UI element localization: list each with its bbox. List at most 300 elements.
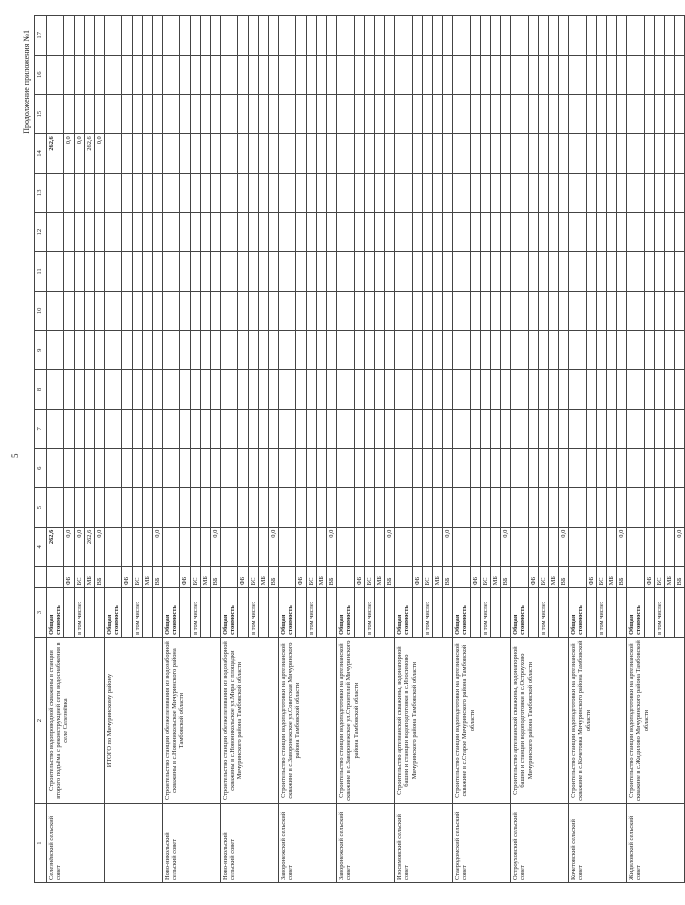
amount-cell <box>569 330 586 369</box>
amount-cell <box>395 409 412 448</box>
amount-cell <box>337 527 354 566</box>
amount-cell <box>501 134 511 173</box>
amount-cell <box>316 134 326 173</box>
budget-code: ФБ <box>412 567 422 588</box>
amount-cell <box>142 16 152 56</box>
amount-cell <box>453 291 470 330</box>
amount-cell <box>337 488 354 527</box>
amount-cell <box>528 370 538 409</box>
amount-cell <box>142 330 152 369</box>
amount-cell <box>559 173 569 212</box>
budget-code <box>395 567 412 588</box>
amount-cell <box>412 370 422 409</box>
amount-cell <box>279 488 296 527</box>
amount-cell <box>528 173 538 212</box>
amount-cell: 0,0 <box>74 134 84 173</box>
amount-cell <box>586 212 596 251</box>
amount-cell <box>364 212 374 251</box>
amount-cell <box>559 330 569 369</box>
funding-label: Общая стоимость <box>453 588 470 637</box>
amount-cell <box>586 173 596 212</box>
amount-cell <box>337 370 354 409</box>
amount-cell <box>258 94 268 133</box>
amount-cell <box>559 488 569 527</box>
amount-cell <box>627 370 644 409</box>
amount-cell <box>238 16 248 56</box>
amount-cell <box>142 449 152 488</box>
funding-label: в том числе: <box>306 588 316 637</box>
amount-cell <box>569 449 586 488</box>
amount-cell <box>142 488 152 527</box>
amount-cell <box>627 330 644 369</box>
amount-cell <box>152 370 162 409</box>
amount-cell <box>74 16 84 56</box>
amount-cell <box>296 55 306 94</box>
budget-code <box>453 567 470 588</box>
budget-code: БС <box>480 567 490 588</box>
amount-cell <box>105 94 122 133</box>
amount-cell <box>258 330 268 369</box>
amount-cell <box>326 16 336 56</box>
amount-cell <box>258 291 268 330</box>
amount-cell <box>490 252 500 291</box>
funding-label <box>617 588 627 637</box>
amount-cell <box>490 291 500 330</box>
amount-cell <box>586 527 596 566</box>
amount-cell <box>374 16 384 56</box>
funding-label <box>644 588 654 637</box>
amount-cell <box>548 212 558 251</box>
amount-cell <box>606 134 616 173</box>
amount-cell <box>94 173 104 212</box>
amount-cell <box>443 488 453 527</box>
budget-code: ВБ <box>94 567 104 588</box>
amount-cell <box>432 55 442 94</box>
amount-cell <box>354 488 364 527</box>
budget-code: ВБ <box>385 567 395 588</box>
funding-label: Общая стоимость <box>47 588 64 637</box>
amount-cell <box>180 252 190 291</box>
amount-cell <box>163 488 180 527</box>
amount-cell <box>675 449 685 488</box>
amount-cell <box>354 527 364 566</box>
amount-cell <box>675 173 685 212</box>
amount-cell <box>432 134 442 173</box>
settlement-name: Ново-никольский сельский совет <box>221 804 279 883</box>
amount-cell <box>326 55 336 94</box>
amount-cell <box>422 449 432 488</box>
amount-cell <box>248 488 258 527</box>
amount-cell <box>105 330 122 369</box>
amount-cell <box>511 173 528 212</box>
amount-cell <box>132 291 142 330</box>
amount-cell <box>432 330 442 369</box>
amount-cell <box>248 173 258 212</box>
budget-code <box>337 567 354 588</box>
amount-cell <box>163 449 180 488</box>
amount-cell: 0,0 <box>74 527 84 566</box>
amount-cell <box>432 212 442 251</box>
amount-cell <box>142 55 152 94</box>
column-number: 16 <box>35 55 47 94</box>
amount-cell <box>443 94 453 133</box>
amount-cell <box>296 527 306 566</box>
amount-cell <box>316 55 326 94</box>
amount-cell <box>268 370 278 409</box>
amount-cell <box>94 370 104 409</box>
amount-cell <box>432 488 442 527</box>
amount-cell <box>364 173 374 212</box>
amount-cell <box>238 449 248 488</box>
amount-cell <box>74 409 84 448</box>
amount-cell <box>385 370 395 409</box>
amount-cell <box>412 291 422 330</box>
column-number: 17 <box>35 16 47 56</box>
amount-cell <box>548 527 558 566</box>
amount-cell <box>422 16 432 56</box>
settlement-name: Остроуховский сельский совет <box>511 804 569 883</box>
funding-label: в том числе: <box>422 588 432 637</box>
amount-cell <box>94 488 104 527</box>
amount-cell <box>501 449 511 488</box>
column-number: 10 <box>35 291 47 330</box>
amount-cell <box>596 212 606 251</box>
amount-cell <box>326 173 336 212</box>
amount-cell <box>470 449 480 488</box>
amount-cell <box>316 173 326 212</box>
amount-cell <box>395 94 412 133</box>
amount-cell <box>627 173 644 212</box>
amount-cell <box>606 370 616 409</box>
amount-cell <box>480 527 490 566</box>
amount-cell <box>122 55 132 94</box>
amount-cell <box>644 330 654 369</box>
amount-cell <box>132 94 142 133</box>
amount-cell <box>84 55 94 94</box>
amount-cell <box>538 370 548 409</box>
funding-label: Общая стоимость <box>627 588 644 637</box>
amount-cell <box>268 449 278 488</box>
amount-cell <box>122 94 132 133</box>
amount-cell <box>180 173 190 212</box>
amount-cell <box>364 252 374 291</box>
amount-cell <box>374 94 384 133</box>
amount-cell <box>528 409 538 448</box>
amount-cell <box>374 173 384 212</box>
amount-cell <box>190 134 200 173</box>
amount-cell <box>443 55 453 94</box>
amount-cell <box>122 16 132 56</box>
amount-cell: 0,0 <box>675 527 685 566</box>
amount-cell <box>665 173 675 212</box>
amount-cell <box>675 55 685 94</box>
amount-cell <box>163 173 180 212</box>
amount-cell <box>443 370 453 409</box>
amount-cell <box>606 212 616 251</box>
amount-cell <box>559 55 569 94</box>
amount-cell <box>412 330 422 369</box>
amount-cell <box>190 94 200 133</box>
amount-cell <box>617 173 627 212</box>
budget-code: ВБ <box>443 567 453 588</box>
column-number: 12 <box>35 212 47 251</box>
amount-cell <box>152 55 162 94</box>
amount-cell <box>627 527 644 566</box>
amount-cell <box>221 527 238 566</box>
amount-cell <box>279 173 296 212</box>
object-description: Строительство станции водоподготовки на артезианской скважине в с.Заворонежское ул.Советская Мичуринского района Тамбовской области <box>279 637 337 803</box>
amount-cell <box>665 16 675 56</box>
amount-cell <box>180 94 190 133</box>
amount-cell <box>94 409 104 448</box>
amount-cell <box>210 134 220 173</box>
amount-cell <box>248 370 258 409</box>
amount-cell <box>412 16 422 56</box>
amount-cell <box>627 94 644 133</box>
amount-cell <box>627 449 644 488</box>
amount-cell <box>617 212 627 251</box>
amount-cell <box>443 134 453 173</box>
amount-cell: 0,0 <box>210 527 220 566</box>
amount-cell <box>122 212 132 251</box>
amount-cell <box>548 449 558 488</box>
amount-cell <box>470 173 480 212</box>
budget-code <box>511 567 528 588</box>
amount-cell <box>511 252 528 291</box>
amount-cell <box>528 252 538 291</box>
amount-cell <box>586 370 596 409</box>
amount-cell <box>569 409 586 448</box>
funding-label <box>443 588 453 637</box>
amount-cell <box>644 212 654 251</box>
amount-cell <box>337 134 354 173</box>
amount-cell <box>47 55 64 94</box>
amount-cell <box>210 409 220 448</box>
amount-cell <box>432 449 442 488</box>
amount-cell <box>306 173 316 212</box>
amount-cell <box>675 291 685 330</box>
object-description: Строительство станции обезжелезивания из водозаборной скважины в с.Новоникольское ул.Мира с площадки Мичуринского района Тамбовской области <box>221 637 279 803</box>
amount-cell <box>422 527 432 566</box>
amount-cell <box>654 55 664 94</box>
amount-cell <box>665 134 675 173</box>
amount-cell <box>596 55 606 94</box>
amount-cell <box>385 252 395 291</box>
amount-cell <box>480 291 490 330</box>
funding-label <box>258 588 268 637</box>
amount-cell <box>422 370 432 409</box>
amount-cell <box>94 252 104 291</box>
column-number: 7 <box>35 409 47 448</box>
amount-cell <box>306 55 316 94</box>
amount-cell <box>326 449 336 488</box>
amount-cell <box>654 173 664 212</box>
amount-cell <box>163 330 180 369</box>
budget-code: МБ <box>432 567 442 588</box>
amount-cell <box>511 55 528 94</box>
amount-cell <box>105 370 122 409</box>
amount-cell <box>316 212 326 251</box>
amount-cell <box>316 16 326 56</box>
amount-cell <box>337 173 354 212</box>
amount-cell <box>470 16 480 56</box>
funding-label: в том числе: <box>190 588 200 637</box>
funding-label <box>501 588 511 637</box>
amount-cell <box>617 330 627 369</box>
amount-cell <box>675 488 685 527</box>
amount-cell <box>47 94 64 133</box>
amount-cell: 262,6 <box>84 134 94 173</box>
amount-cell <box>238 291 248 330</box>
table-row <box>163 16 180 883</box>
amount-cell <box>596 94 606 133</box>
amount-cell <box>538 94 548 133</box>
amount-cell <box>644 370 654 409</box>
funding-label: Общая стоимость <box>511 588 528 637</box>
amount-cell <box>248 212 258 251</box>
amount-cell <box>132 370 142 409</box>
amount-cell <box>152 291 162 330</box>
amount-cell <box>47 449 64 488</box>
amount-cell <box>644 16 654 56</box>
amount-cell <box>453 55 470 94</box>
amount-cell <box>606 409 616 448</box>
amount-cell <box>453 252 470 291</box>
amount-cell <box>152 488 162 527</box>
amount-cell <box>122 370 132 409</box>
amount-cell <box>190 291 200 330</box>
amount-cell <box>180 488 190 527</box>
amount-cell <box>258 527 268 566</box>
amount-cell <box>385 94 395 133</box>
amount-cell <box>538 488 548 527</box>
funding-label <box>200 588 210 637</box>
amount-cell <box>569 370 586 409</box>
amount-cell <box>617 449 627 488</box>
amount-cell <box>152 134 162 173</box>
amount-cell <box>528 330 538 369</box>
amount-cell <box>163 55 180 94</box>
funding-label <box>326 588 336 637</box>
amount-cell <box>221 134 238 173</box>
budget-code: БС <box>248 567 258 588</box>
amount-cell <box>538 212 548 251</box>
amount-cell <box>511 370 528 409</box>
budget-code: ФБ <box>528 567 538 588</box>
amount-cell <box>190 370 200 409</box>
funding-label <box>586 588 596 637</box>
funding-label: в том числе: <box>74 588 84 637</box>
amount-cell <box>675 16 685 56</box>
amount-cell <box>586 330 596 369</box>
amount-cell <box>210 449 220 488</box>
amount-cell <box>296 16 306 56</box>
amount-cell <box>200 94 210 133</box>
amount-cell <box>105 252 122 291</box>
settlement-name <box>105 804 163 883</box>
amount-cell <box>528 134 538 173</box>
amount-cell <box>470 409 480 448</box>
amount-cell <box>617 370 627 409</box>
amount-cell <box>238 330 248 369</box>
amount-cell <box>596 449 606 488</box>
funding-label <box>528 588 538 637</box>
amount-cell <box>258 409 268 448</box>
amount-cell <box>586 291 596 330</box>
amount-cell <box>412 55 422 94</box>
column-number: 14 <box>35 134 47 173</box>
amount-cell <box>548 173 558 212</box>
amount-cell <box>374 370 384 409</box>
amount-cell <box>665 252 675 291</box>
amount-cell <box>559 134 569 173</box>
amount-cell <box>364 55 374 94</box>
amount-cell <box>74 55 84 94</box>
amount-cell <box>210 291 220 330</box>
amount-cell <box>354 16 364 56</box>
amount-cell <box>675 370 685 409</box>
amount-cell <box>279 409 296 448</box>
amount-cell <box>142 94 152 133</box>
amount-cell <box>326 409 336 448</box>
amount-cell <box>412 449 422 488</box>
amount-cell <box>64 291 74 330</box>
amount-cell <box>221 409 238 448</box>
budget-code: МБ <box>374 567 384 588</box>
amount-cell <box>606 16 616 56</box>
amount-cell <box>84 449 94 488</box>
object-description: Строительство станции водоподготовки на артезианской скважине в с.Жидилово Мичуринского района Тамбовской области <box>627 637 685 803</box>
amount-cell <box>200 134 210 173</box>
budget-code: МБ <box>142 567 152 588</box>
amount-cell <box>654 16 664 56</box>
amount-cell <box>200 409 210 448</box>
amount-cell <box>268 291 278 330</box>
amount-cell <box>221 291 238 330</box>
amount-cell <box>306 212 316 251</box>
amount-cell <box>354 409 364 448</box>
amount-cell <box>190 449 200 488</box>
amount-cell: 0,0 <box>64 134 74 173</box>
amount-cell <box>480 16 490 56</box>
column-number: 11 <box>35 252 47 291</box>
amount-cell <box>654 330 664 369</box>
amount-cell <box>180 291 190 330</box>
amount-cell <box>279 527 296 566</box>
budget-code: МБ <box>258 567 268 588</box>
amount-cell <box>538 409 548 448</box>
amount-cell <box>490 173 500 212</box>
amount-cell <box>94 94 104 133</box>
amount-cell <box>453 16 470 56</box>
amount-cell <box>306 370 316 409</box>
amount-cell <box>596 252 606 291</box>
amount-cell <box>279 370 296 409</box>
amount-cell <box>443 409 453 448</box>
amount-cell <box>364 488 374 527</box>
amount-cell <box>412 409 422 448</box>
amount-cell <box>470 330 480 369</box>
amount-cell: 0,0 <box>152 527 162 566</box>
amount-cell <box>163 409 180 448</box>
amount-cell <box>395 370 412 409</box>
amount-cell <box>152 16 162 56</box>
amount-cell <box>354 449 364 488</box>
amount-cell <box>296 291 306 330</box>
amount-cell <box>64 173 74 212</box>
amount-cell <box>559 291 569 330</box>
amount-cell <box>675 330 685 369</box>
